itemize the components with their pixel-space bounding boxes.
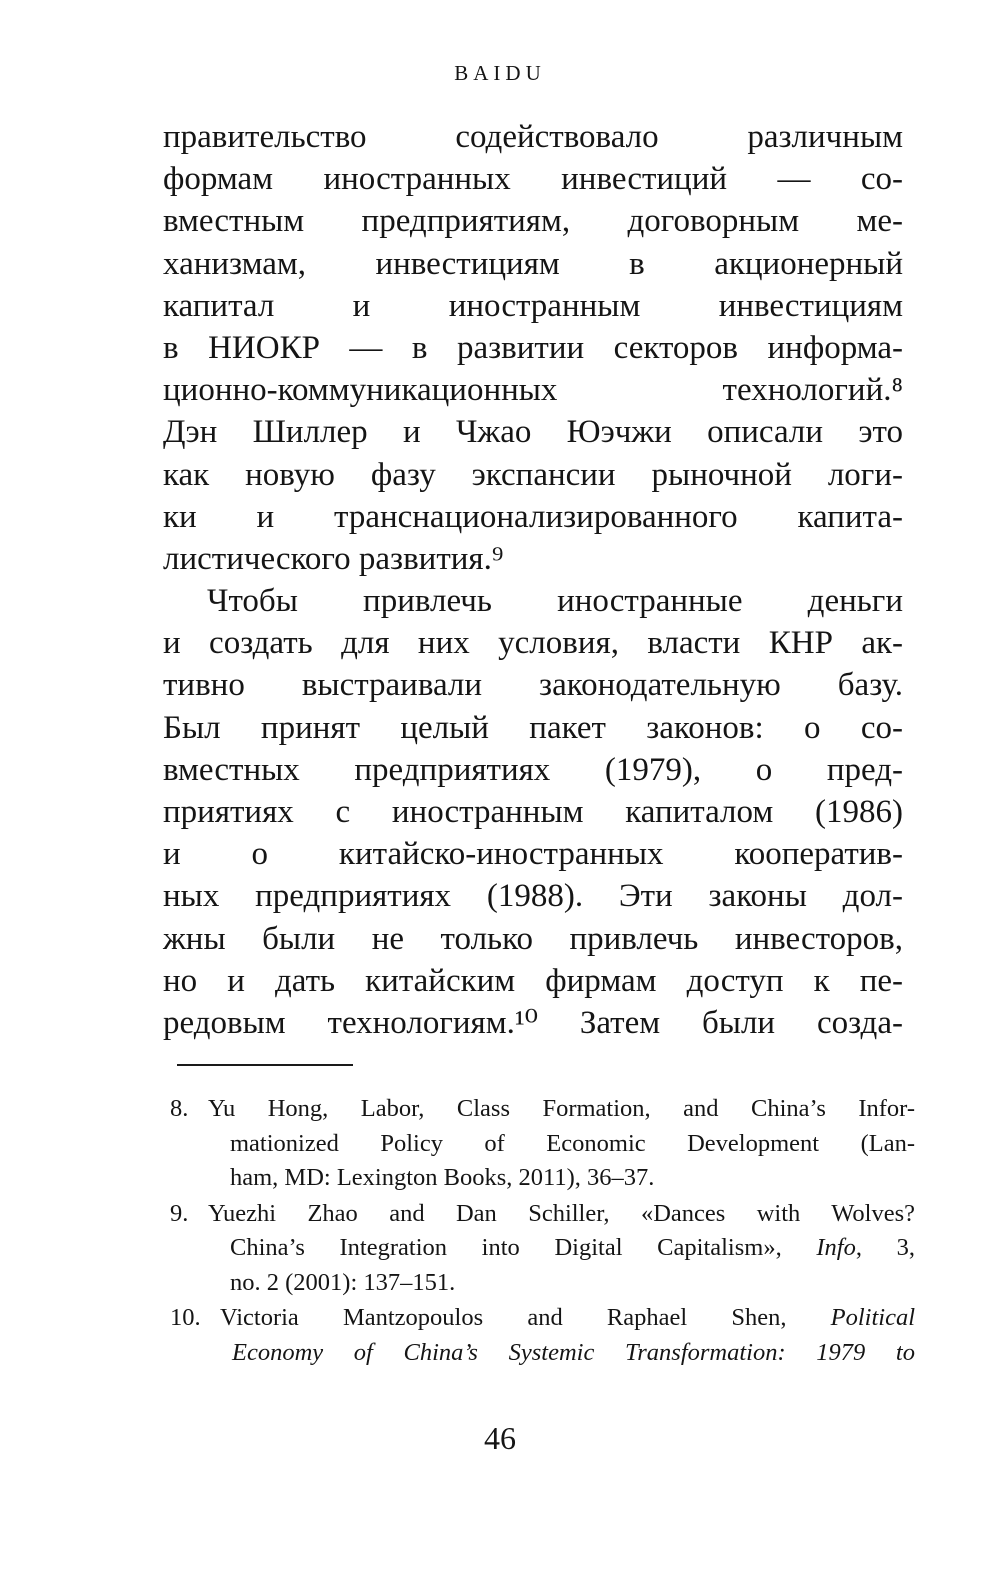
footnote-8 xyxy=(170,1092,915,1196)
body-line: ных предприятиях (1988). Эти законы дол- xyxy=(163,878,903,915)
body-line: как новую фазу экспансии рыночной логи- xyxy=(163,456,903,493)
page-number: 46 xyxy=(484,1420,516,1456)
body-line: Чтобы привлечь иностранные деньги xyxy=(207,583,903,620)
body-line: Дэн Шиллер и Чжао Юэчжи описали это xyxy=(163,414,903,451)
footnote-number: 10. xyxy=(170,1304,201,1331)
body-line: тивно выстраивали законодательную базу. xyxy=(163,667,903,704)
footnote-line: ham, MD: Lexington Books, 2011), 36–37. xyxy=(230,1164,655,1191)
body-line: жны были не только привлечь инвесторов, xyxy=(163,920,903,957)
footnote-line: China’s Integration into Digital Capitalism», Info, 3, xyxy=(230,1234,916,1261)
footnote-line: mationized Policy of Economic Development (Lan- xyxy=(230,1129,915,1157)
footnote-line: no. 2 (2001): 137–151. xyxy=(230,1268,456,1296)
body-line: правительство содействовало различным xyxy=(163,119,903,155)
body-line: вместным предприятиям, договорным ме- xyxy=(163,203,903,240)
footnote-separator-rule xyxy=(177,1064,353,1066)
body-line: но и дать китайским фирмам доступ к пе- xyxy=(163,962,903,999)
body-line: ки и транснационализированного капита- xyxy=(163,498,903,535)
body-line: и о китайско-иностранных кооператив- xyxy=(163,836,903,873)
footnote-number: 8. xyxy=(170,1095,189,1122)
footnote-9 xyxy=(170,1197,915,1301)
body-line: листического развития.⁹ xyxy=(163,540,504,577)
footnote-number: 9. xyxy=(170,1199,189,1227)
footnote-line: Victoria Mantzopoulos and Raphael Shen, Political xyxy=(220,1304,915,1331)
body-line: Был принят целый пакет законов: о со- xyxy=(163,709,903,746)
footnote-line: Yuezhi Zhao and Dan Schiller, «Dances with Wolves? xyxy=(208,1199,915,1227)
body-line: в НИОКР — в развитии секторов информа- xyxy=(163,329,903,366)
body-line: формам иностранных инвестиций — со- xyxy=(163,161,903,198)
body-line: капитал и иностранным инвестициям xyxy=(163,287,903,324)
body-text xyxy=(163,116,903,1044)
footnote-title-italic: Political xyxy=(830,1304,915,1331)
footnote-10 xyxy=(170,1301,915,1370)
body-line: ционно-коммуникационных технологий.⁸ xyxy=(163,372,903,409)
body-line: приятиях с иностранным капиталом (1986) xyxy=(163,794,903,830)
body-line: и создать для них условия, власти КНР ак- xyxy=(163,625,903,662)
running-head: BAIDU xyxy=(454,61,546,85)
footnote-line: Yu Hong, Labor, Class Formation, and China’s Infor- xyxy=(208,1095,915,1122)
footnote-line: Economy of China’s Systemic Transformation: 1979 to xyxy=(232,1338,915,1366)
body-line: вместных предприятиях (1979), о пред- xyxy=(163,751,903,788)
footnote-title-italic: Info xyxy=(816,1234,856,1261)
footnotes xyxy=(170,1092,915,1371)
body-line: ханизмам, инвестициям в акционерный xyxy=(163,245,903,282)
body-line: редовым технологиям.¹⁰ Затем были созда- xyxy=(163,1004,903,1041)
